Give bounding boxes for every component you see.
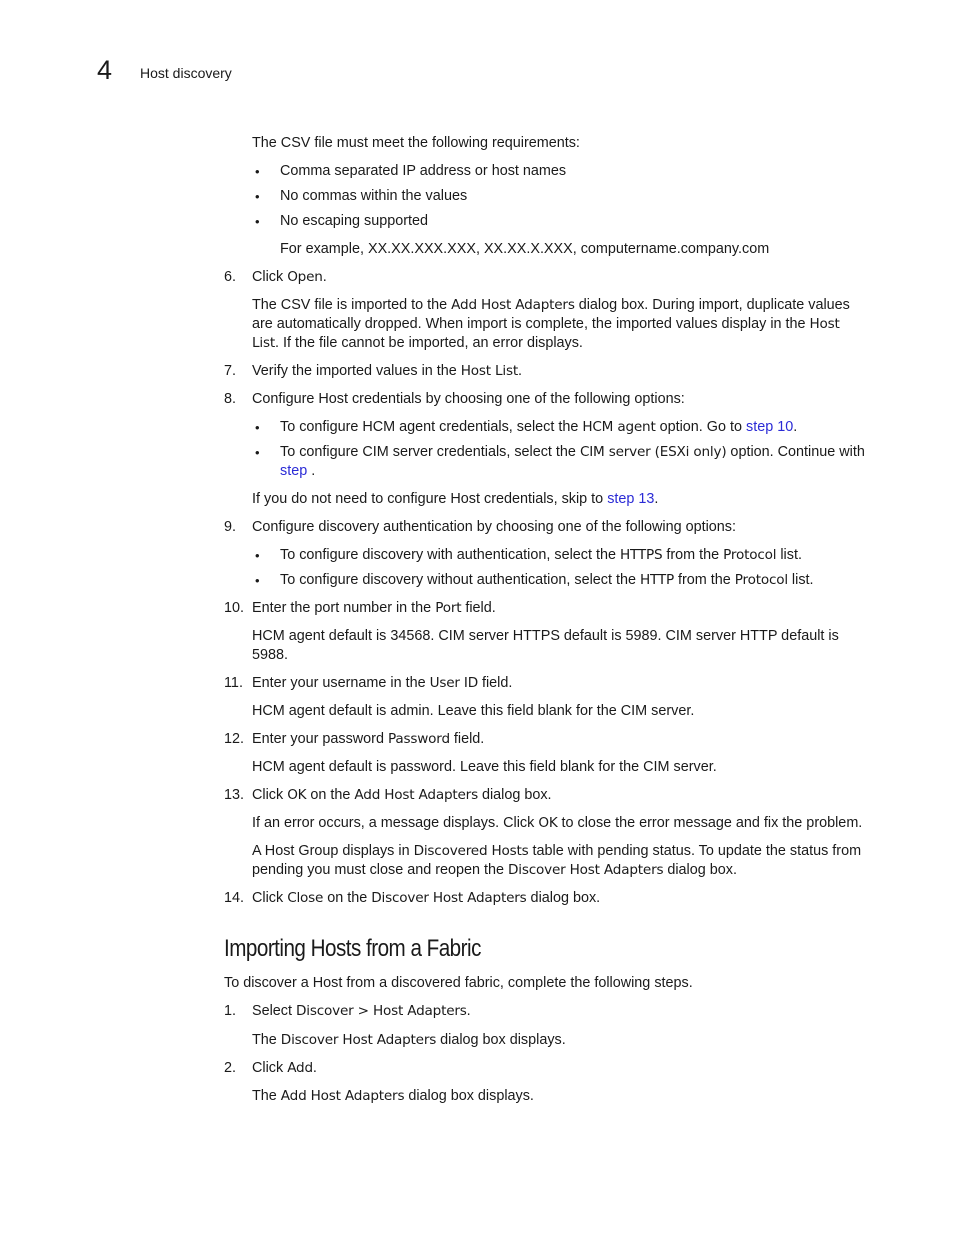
ui-term: Add Host Adapters	[451, 297, 575, 313]
ui-term: Discovered Hosts	[413, 843, 529, 859]
ui-term: Add	[287, 1060, 313, 1076]
step-text: .	[322, 269, 327, 285]
step-13-note-line	[252, 861, 737, 880]
step-text: Enter your username in the	[252, 675, 430, 691]
ui-term: Discover Host Adapters	[280, 1032, 437, 1048]
step-8-option	[280, 443, 865, 462]
note-text: The CSV file is imported to the	[252, 297, 452, 313]
step-text: To configure CIM server credentials, select the	[280, 444, 580, 460]
step-13-link[interactable]: step 13	[607, 491, 655, 507]
step-text: from the	[673, 572, 735, 588]
ui-term: Close	[287, 890, 324, 906]
step-text: field.	[449, 731, 485, 747]
step-12-note: HCM agent default is password. Leave this field blank for the CIM server.	[252, 759, 717, 775]
step-number: 11.	[224, 675, 243, 691]
ui-term: Discover Host Adapters	[508, 862, 664, 878]
step-number: 7.	[224, 363, 237, 379]
step-text: from the	[662, 547, 724, 563]
ui-term: OK	[538, 815, 558, 831]
step-text: Click	[252, 787, 288, 803]
step-8-option	[280, 418, 797, 437]
fabric-step-1-text	[252, 1002, 471, 1021]
ui-term: Protocol	[734, 572, 788, 588]
step-number: 1.	[224, 1003, 237, 1019]
note-text: dialog box.	[663, 862, 737, 878]
step-number: 2.	[224, 1060, 237, 1076]
bullet-marker: •	[255, 420, 260, 435]
section-intro: To discover a Host from a discovered fabric, complete the following steps.	[224, 975, 693, 991]
bullet-marker: •	[255, 445, 260, 460]
note-text: dialog box. During import, duplicate values	[574, 297, 850, 313]
note-text: to close the error message and fix the problem.	[557, 815, 863, 831]
step-6-text	[252, 268, 327, 287]
step-11-text	[252, 674, 512, 693]
fabric-step-2-note	[252, 1087, 534, 1106]
step-13-text	[252, 786, 552, 805]
step-8-note	[252, 490, 658, 509]
step-text: option. Go to	[655, 419, 746, 435]
step-text: list.	[787, 572, 814, 588]
step-7-text	[252, 362, 522, 381]
ui-term: Password	[387, 731, 450, 747]
csv-requirement: No commas within the values	[280, 188, 468, 204]
step-8-text: Configure Host credentials by choosing one of the following options:	[252, 391, 685, 407]
ui-term: HCM agent	[582, 419, 656, 435]
csv-intro: The CSV file must meet the following requirements:	[252, 135, 580, 151]
ui-term: HTTP	[639, 572, 674, 588]
step-text: .	[518, 363, 523, 379]
step-text: on the	[323, 890, 372, 906]
step-10-note-line: HCM agent default is 34568. CIM server HTTPS default is 5989. CIM server HTTP default is	[252, 628, 839, 644]
ui-term: CIM server (ESXi only)	[579, 444, 727, 460]
note-text: The	[252, 1032, 281, 1048]
fabric-step-2-text	[252, 1059, 317, 1078]
ui-term: Host List	[460, 363, 519, 379]
step-text: .	[312, 1060, 317, 1076]
step-text: Select	[252, 1003, 296, 1019]
note-text: .	[654, 491, 659, 507]
step-10-note-line: 5988.	[252, 647, 289, 663]
step-text: dialog box.	[477, 787, 552, 803]
fabric-step-1-note	[252, 1031, 566, 1050]
ui-term: List	[252, 335, 275, 351]
step-text: .	[307, 463, 316, 479]
step-13-note-line	[252, 842, 861, 861]
ui-term: Add Host Adapters	[280, 1088, 405, 1104]
step-10-text	[252, 599, 496, 618]
step-text: field.	[461, 600, 496, 616]
note-text: dialog box displays.	[404, 1088, 534, 1104]
note-text: The	[252, 1088, 281, 1104]
ui-term: HTTPS	[619, 547, 663, 563]
bullet-marker: •	[255, 548, 260, 563]
csv-requirement: Comma separated IP address or host names	[280, 163, 567, 179]
step-text: Click	[252, 1060, 288, 1076]
step-text: list.	[776, 547, 802, 563]
step-9-option	[280, 571, 814, 590]
step-13-note	[252, 814, 862, 833]
note-text: dialog box displays.	[436, 1032, 566, 1048]
step-number: 13.	[224, 787, 245, 803]
bullet-marker: •	[255, 189, 260, 204]
step-9-option	[280, 546, 802, 565]
chapter-number: 4	[97, 55, 113, 85]
step-link[interactable]: step	[280, 463, 308, 479]
step-text: on the	[306, 787, 355, 803]
csv-requirement: No escaping supported	[280, 213, 429, 229]
step-6-note-line	[252, 315, 840, 334]
note-text: are automatically dropped. When import is complete, the imported values display in the	[252, 316, 810, 332]
note-text: A Host Group displays in	[252, 843, 414, 859]
step-text: dialog box.	[526, 890, 601, 906]
step-text: Verify the imported values in the	[252, 363, 461, 379]
step-number: 6.	[224, 269, 237, 285]
ui-term: Protocol	[723, 547, 777, 563]
csv-example: For example, XX.XX.XXX.XXX, XX.XX.X.XXX, computername.company.com	[280, 241, 770, 257]
step-text: .	[793, 419, 798, 435]
step-11-note: HCM agent default is admin. Leave this field blank for the CIM server.	[252, 703, 695, 719]
note-text: If you do not need to configure Host credentials, skip to	[252, 491, 608, 507]
ui-term-open: Open	[287, 269, 323, 285]
ui-term: OK	[287, 787, 307, 803]
step-number: 12.	[224, 731, 245, 747]
note-text: . If the file cannot be imported, an error displays.	[274, 335, 583, 351]
note-text: pending you must close and reopen the	[252, 862, 509, 878]
bullet-marker: •	[255, 573, 260, 588]
note-text: If an error occurs, a message displays. Click	[252, 815, 539, 831]
running-header: Host discovery	[140, 65, 232, 81]
step-text: To configure discovery with authentication, select the	[280, 547, 620, 563]
step-text: Enter your password	[252, 731, 388, 747]
step-12-text	[252, 730, 484, 749]
step-6-note-line	[252, 296, 850, 315]
step-10-link[interactable]: step 10	[746, 419, 794, 435]
ui-term: Add Host Adapters	[354, 787, 478, 803]
step-9-text: Configure discovery authentication by choosing one of the following options:	[252, 519, 736, 535]
step-number: 14.	[224, 890, 245, 906]
step-text: .	[466, 1003, 471, 1019]
step-text: Click	[252, 890, 288, 906]
ui-term: Port	[435, 600, 462, 616]
bullet-marker: •	[255, 214, 260, 229]
step-text: Enter the port number in the	[252, 600, 436, 616]
step-number: 9.	[224, 519, 237, 535]
step-text: Click	[252, 269, 288, 285]
step-text: option. Continue with	[726, 444, 865, 460]
note-text: table with pending status. To update the status from	[528, 843, 862, 859]
step-6-note-line	[252, 334, 583, 353]
step-number: 8.	[224, 391, 237, 407]
step-8-option-cont	[280, 462, 315, 481]
ui-term: Host	[809, 316, 840, 332]
ui-term: Discover Host Adapters	[371, 890, 527, 906]
ui-term: User ID	[429, 675, 478, 691]
ui-term: Discover > Host Adapters	[296, 1003, 467, 1019]
step-text: To configure HCM agent credentials, select the	[280, 419, 583, 435]
step-text: field.	[477, 675, 513, 691]
section-heading: Importing Hosts from a Fabric	[224, 935, 481, 962]
step-number: 10.	[224, 600, 245, 616]
step-14-text	[252, 889, 600, 908]
step-text: To configure discovery without authentication, select the	[280, 572, 640, 588]
bullet-marker: •	[255, 164, 260, 179]
